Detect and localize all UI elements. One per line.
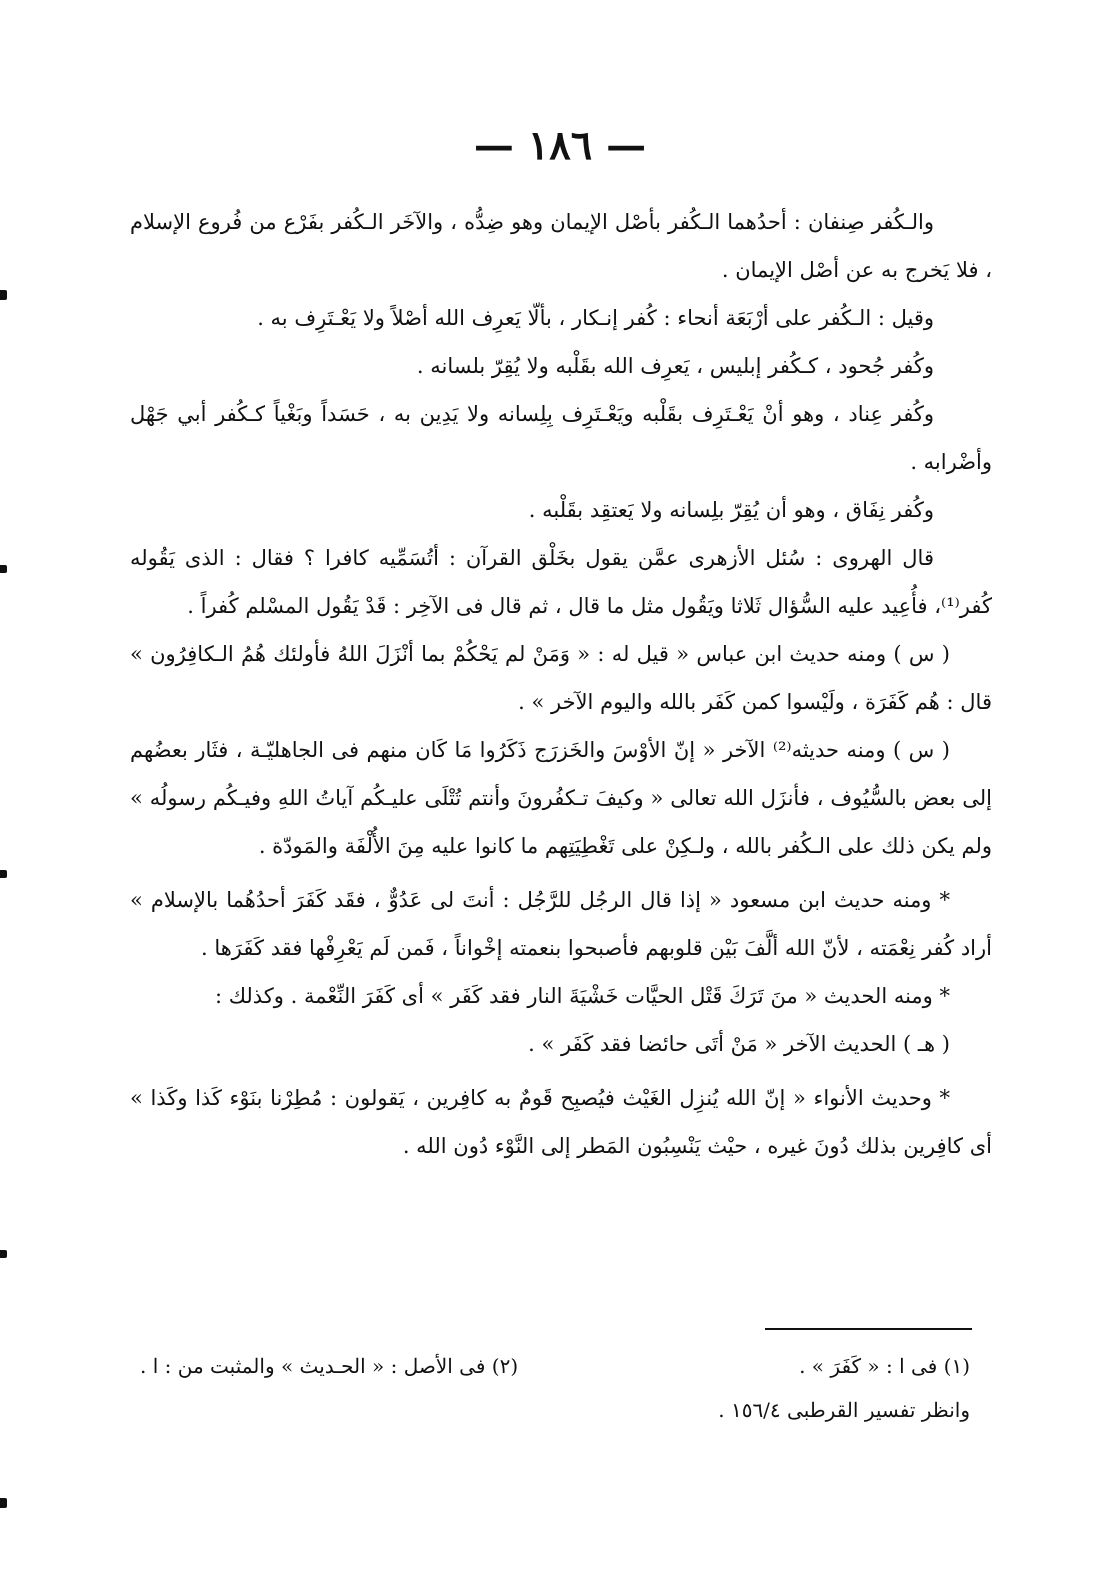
edge-mark xyxy=(0,290,7,300)
footnotes xyxy=(140,1344,970,1432)
footnote-2: (٢) فى الأصل : « الحـديث » والمثبت من : ا . xyxy=(140,1354,519,1378)
paragraph: وكُفر عِناد ، وهو أنْ يَعْـتَرِف بقَلْبه ويَعْـتَرِف بِلِسانه ولا يَدِين به ، حَسَداً وبَغْياً كـكُفر أبي جَهْل وأضْرابه . xyxy=(130,402,992,474)
paragraph: * ومنه الحديث « منَ تَرَكَ قَتْل الحيَّات خَشْيَةَ النار فقد كَفَر » أى كَفَرَ النِّعْمة . وكذلك : xyxy=(214,984,950,1008)
edge-mark xyxy=(0,1250,7,1258)
paragraph: ( س ) ومنه حديث ابن عباس « قيل له : « وَمَنْ لم يَحْكُمْ بما أنْزَلَ اللهُ فأولئك هُمُ الـكافِرُون » قال : هُم كَفَرَة ، ولَيْسوا كمن كَفَر بالله واليوم الآخر » . xyxy=(130,642,992,714)
edge-mark xyxy=(0,870,7,878)
paragraph: * وحديث الأنواء « إنّ الله يُنزِل الغَيْث فيُصبِح قَومٌ به كافِرين ، يَقولون : مُطِرْنا بنَوْء كَذا وكَذا » أى كافِرين بذلك دُونَ غيره ، حيْث يَنْسِبُون المَطر إلى النَّوْء دُون الله . xyxy=(130,1086,992,1158)
footnote-rule xyxy=(765,1328,972,1330)
paragraph: وكُفر جُحود ، كـكُفر إبليس ، يَعرِف الله بقَلْبه ولا يُقِرّ بلسانه . xyxy=(416,354,934,378)
paragraph: ( هـ ) الحديث الآخر « مَنْ أتَى حائضا فقد كَفَر » . xyxy=(528,1032,950,1056)
paragraph: والـكُفر صِنفان : أحدُهما الـكُفر بأصْل الإيمان وهو ضِدُّه ، والآخَر الـكُفر بفَرْع من فُروع الإسلام ، فلا يَخرج به عن أصْل الإيمان . xyxy=(130,210,992,282)
body-text xyxy=(130,198,992,1170)
paragraph: وكُفر نِفَاق ، وهو أن يُقِرّ بلِسانه ولا يَعتقِد بقَلْبه . xyxy=(528,498,934,522)
edge-mark xyxy=(0,1498,7,1508)
paragraph: * ومنه حديث ابن مسعود « إذا قال الرجُل للرَّجُل : أنتَ لى عَدُوٌّ ، فقَد كَفَرَ أحدُهُما بالإسلام » أراد كُفر نِعْمَته ، لأنّ الله ألَّفَ بَيْن قلوبهم فأصبحوا بنعمته إخْواناً ، فَمن لَم يَعْرِفْها فقد كَفَرَها . xyxy=(130,888,992,960)
footnote-row xyxy=(140,1344,970,1388)
paragraph: ( س ) ومنه حديثه⁽²⁾ الآخر « إنّ الأوْسَ والخَزرَج ذَكَرُوا مَا كَان منهم فى الجاهليّـة ، فثَار بعضُهم إلى بعض بالسُّيُوف ، فأنزَل الله تعالى « وكيفَ تـكفُرونَ وأنتم تُتْلَى عليـكُم آياتُ اللهِ وفيـكُم رسولُه » ولم يكن ذلك على الـكُفر بالله ، ولـكِنْ على تَغْطِيَتِهم ما كانوا عليه مِنَ الأُلْفَة والمَودّة . xyxy=(130,738,992,858)
paragraph: وقيل : الـكُفر على أرْبَعَة أنحاء : كُفر إنـكار ، بألّا يَعرِف الله أصْلاً ولا يَعْـتَرِف به . xyxy=(257,306,934,330)
footnote-1-continued: وانظر تفسير القرطبى ١٥٦/٤ . xyxy=(718,1398,970,1422)
page-number: — ١٨٦ — xyxy=(473,122,647,169)
paragraph: قال الهروى : سُئل الأزهرى عمَّن يقول بخَلْق القرآن : أتُسَمِّيه كافرا ؟ فقال : الذى يَقُوله كُفر⁽¹⁾، فأُعِيد عليه السُّؤال ثَلاثا ويَقُول مثل ما قال ، ثم قال فى الآخِر : قَدْ يَقُول المسْلم كُفراً . xyxy=(130,546,992,618)
edge-mark xyxy=(0,565,7,573)
footnote-1: (١) فى ا : « كَفَرَ » . xyxy=(799,1354,970,1378)
